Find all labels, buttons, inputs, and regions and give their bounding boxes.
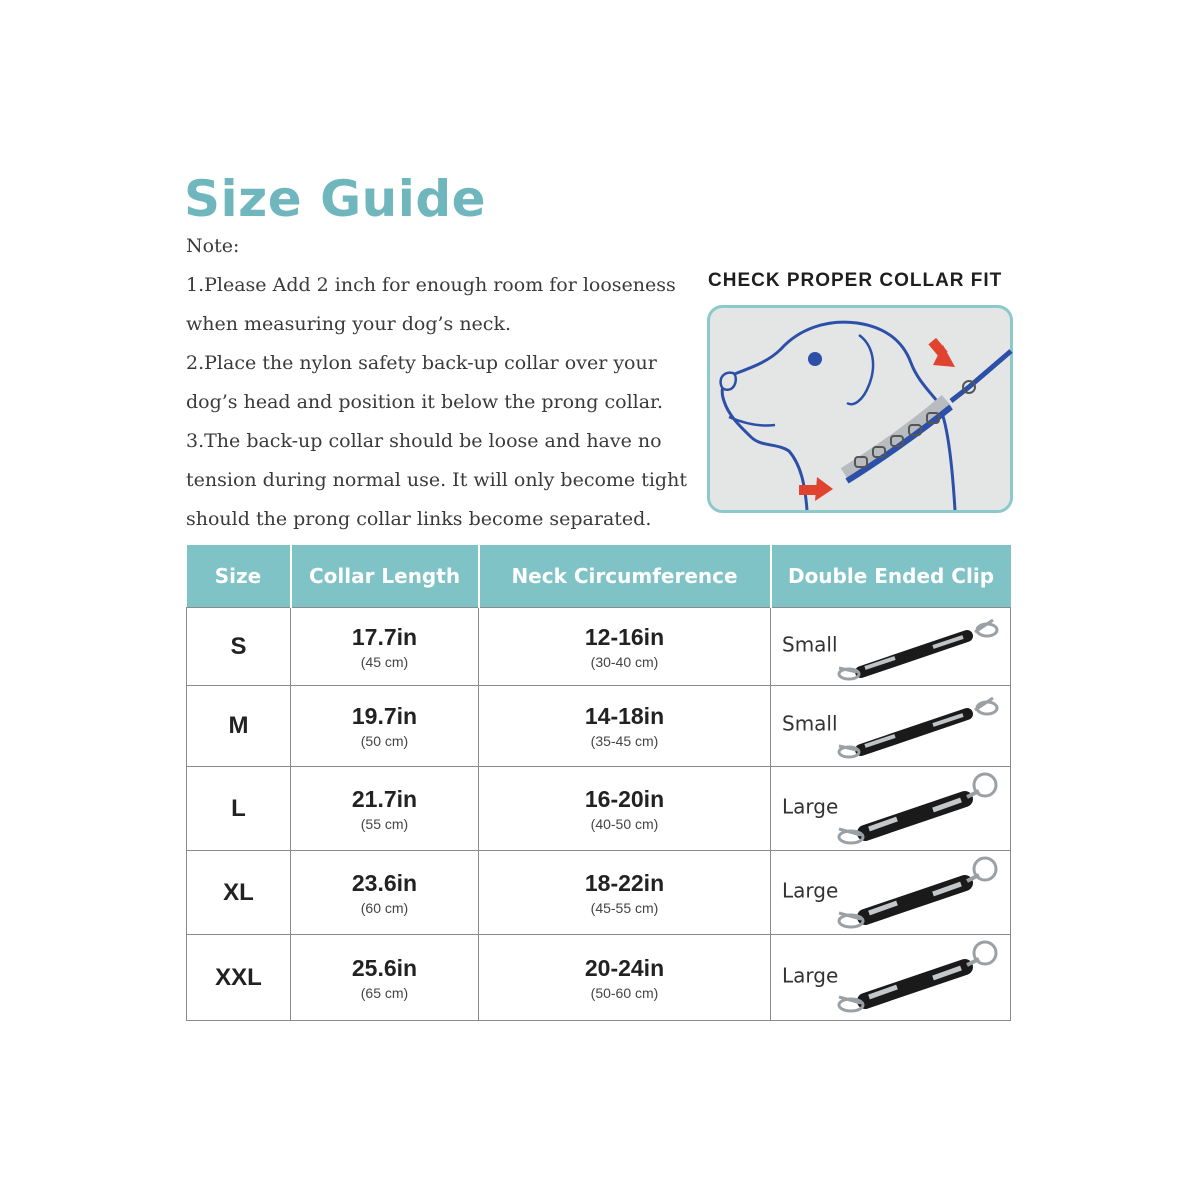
neck-circumference-cell [479,608,771,686]
clip-cell [771,686,1011,767]
table-row [187,767,1011,851]
note-line: tension during normal use. It will only become tight [186,469,687,491]
collar-length-cm: (45 cm) [360,653,409,670]
neck-circumference-in: 14-18in [584,703,665,729]
neck-circumference-cm: (30-40 cm) [590,653,659,670]
collar-length-in: 23.6in [351,869,418,896]
clip-cell [771,608,1011,686]
size-value: L [187,767,291,851]
clip-cell [771,851,1011,935]
large-clip-icon [835,855,1000,929]
neck-circumference-cm: (50-60 cm) [590,984,659,1001]
collar-length-cm: (60 cm) [360,899,409,916]
collar-length-in: 21.7in [351,785,418,812]
neck-circumference-cell [479,686,771,767]
note-line: 2.Place the nylon safety back-up collar over your [186,352,657,374]
size-value: XXL [187,935,291,1021]
neck-circumference-cell [479,767,771,851]
collar-length-in: 25.6in [351,954,418,981]
clip-size-label: Small [782,711,838,736]
large-clip-icon [835,771,1000,845]
clip-size-label: Large [782,963,839,988]
size-table [186,545,1011,1021]
page-title: Size Guide [184,170,487,228]
header-size: Size [187,545,291,608]
large-clip-icon [835,939,1000,1013]
note-line: dog’s head and position it below the prong collar. [186,391,664,413]
note-line: should the prong collar links become separated. [186,508,652,530]
neck-circumference-cm: (45-55 cm) [590,899,659,916]
header-neck-circumference: Neck Circumference [479,545,771,608]
collar-length-in: 17.7in [351,623,418,650]
collar-length-cell [291,851,479,935]
size-value: XL [187,851,291,935]
dog-collar-fit-illustration [707,305,1013,513]
neck-circumference-in: 20-24in [584,954,665,981]
note-line: Note: [186,235,240,257]
table-row [187,851,1011,935]
collar-length-cm: (50 cm) [360,733,409,749]
collar-length-cell [291,686,479,767]
collar-length-cm: (65 cm) [360,984,409,1001]
neck-circumference-cm: (35-45 cm) [590,733,659,749]
header-double-ended-clip: Double Ended Clip [771,545,1011,608]
collar-length-cell [291,935,479,1021]
size-value: M [187,686,291,767]
table-header-row [187,545,1011,608]
collar-length-cell [291,767,479,851]
collar-length-in: 19.7in [351,703,418,729]
collar-fit-heading: CHECK PROPER COLLAR FIT [708,270,1003,291]
small-clip-icon [835,690,1000,760]
clip-size-label: Large [782,878,839,903]
neck-circumference-in: 16-20in [584,785,665,812]
neck-circumference-cm: (40-50 cm) [590,815,659,832]
neck-circumference-cell [479,851,771,935]
neck-circumference-in: 12-16in [584,623,665,650]
header-collar-length: Collar Length [291,545,479,608]
clip-size-label: Small [782,632,838,657]
collar-length-cell [291,608,479,686]
small-clip-icon [835,612,1000,682]
note-line: 3.The back-up collar should be loose and have no [186,430,662,452]
table-row [187,608,1011,686]
table-row [187,935,1011,1021]
size-value: S [187,608,291,686]
table-row [187,686,1011,767]
collar-length-cm: (55 cm) [360,815,409,832]
clip-cell [771,935,1011,1021]
clip-size-label: Large [782,794,839,819]
note-line: 1.Please Add 2 inch for enough room for looseness [186,274,676,296]
note-block [186,227,716,539]
note-line: when measuring your dog’s neck. [186,313,511,335]
neck-circumference-in: 18-22in [584,869,665,896]
clip-cell [771,767,1011,851]
neck-circumference-cell [479,935,771,1021]
